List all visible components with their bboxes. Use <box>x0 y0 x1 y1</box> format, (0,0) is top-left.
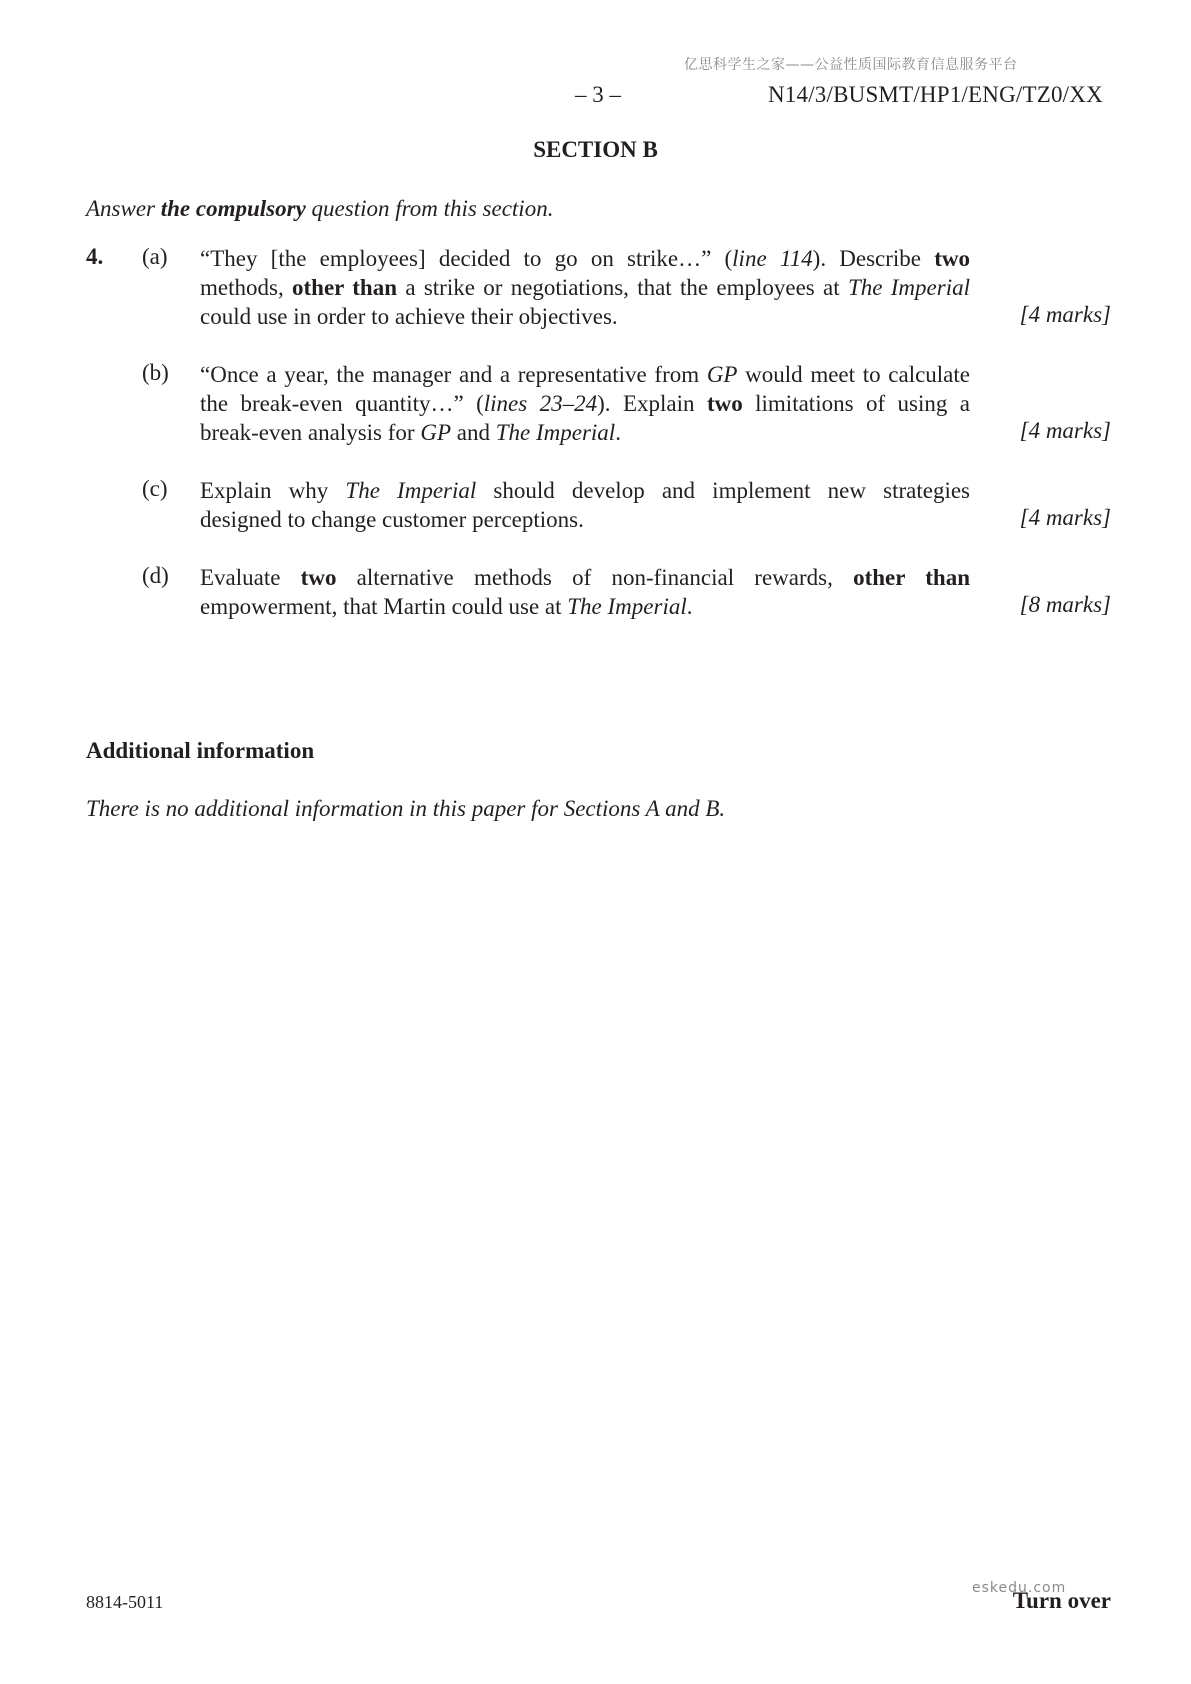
part-d-line-2 <box>200 592 970 621</box>
page-number: – 3 – <box>575 82 621 107</box>
emphasis: other than <box>292 275 398 300</box>
company-name: The Imperial <box>847 275 970 300</box>
text-run: ). Explain <box>597 391 707 416</box>
watermark-bottom: eskedu.com <box>972 1580 1067 1596</box>
text-run: would meet to calculate <box>737 362 970 387</box>
part-b-line-1 <box>200 360 970 389</box>
text-run: “They [the employees] decided to go on strike…” ( <box>200 246 733 271</box>
section-title: SECTION B <box>533 137 658 162</box>
text-run: alternative methods of non-financial rewards, <box>336 565 854 590</box>
emphasis: two <box>706 391 743 416</box>
part-d-text <box>200 563 970 621</box>
part-d-marks: [8 marks] <box>1019 592 1111 617</box>
text-run: methods, <box>200 275 292 300</box>
text-run: . <box>615 420 621 445</box>
emphasis: other than <box>853 565 970 590</box>
line-reference: lines 23–24 <box>483 391 598 416</box>
instruction-text-end: question from this section. <box>305 196 554 221</box>
text-run: limitations of using a <box>742 391 970 416</box>
part-b-line-3 <box>200 418 970 447</box>
part-c-label: (c) <box>142 476 168 501</box>
section-instruction <box>86 196 553 222</box>
company-name: The Imperial <box>567 594 687 619</box>
part-c-marks: [4 marks] <box>1019 505 1111 530</box>
question-number: 4. <box>86 244 104 269</box>
part-c-text <box>200 476 970 534</box>
part-c-line-2: designed to change customer perceptions. <box>200 507 584 532</box>
company-name: The Imperial <box>345 478 477 503</box>
part-a-marks: [4 marks] <box>1019 302 1111 327</box>
emphasis: two <box>934 246 970 271</box>
part-d-label: (d) <box>142 563 169 588</box>
part-a-text <box>200 244 970 331</box>
part-b-marks: [4 marks] <box>1019 418 1111 443</box>
part-d-line-1 <box>200 563 970 592</box>
footer-code: 8814-5011 <box>86 1592 164 1612</box>
part-b-label: (b) <box>142 360 169 385</box>
text-run: . <box>686 594 693 619</box>
part-a-line-2 <box>200 273 970 302</box>
additional-info-heading: Additional information <box>86 738 315 763</box>
text-run: “Once a year, the manager and a representative from <box>200 362 707 387</box>
part-b-line-2 <box>200 389 970 418</box>
turn-over-label: Turn over <box>1012 1588 1111 1613</box>
company-name: GP <box>420 420 451 445</box>
text-run: should develop and implement new strategies <box>476 478 970 503</box>
text-run: ). Describe <box>812 246 935 271</box>
part-a-line-3: could use in order to achieve their objectives. <box>200 304 618 329</box>
paper-code: N14/3/BUSMT/HP1/ENG/TZ0/XX <box>768 82 1103 107</box>
additional-info-text: There is no additional information in this paper for Sections A and B. <box>86 796 726 821</box>
part-b-text <box>200 360 970 447</box>
text-run: empowerment, that Martin could use at <box>200 594 568 619</box>
instruction-emphasis: the compulsory <box>160 196 306 221</box>
instruction-text: Answer <box>86 196 161 221</box>
text-run: the break-even quantity…” ( <box>200 391 484 416</box>
emphasis: two <box>300 565 337 590</box>
watermark-top: 亿思科学生之家——公益性质国际教育信息服务平台 <box>684 57 1018 73</box>
part-c-line-1 <box>200 476 970 505</box>
text-run: Evaluate <box>200 565 301 590</box>
text-run: Explain why <box>200 478 346 503</box>
text-run: and <box>451 420 496 445</box>
company-name: GP <box>706 362 738 387</box>
line-reference: line 114 <box>732 246 813 271</box>
company-name: The Imperial <box>495 420 616 445</box>
text-run: a strike or negotiations, that the employees at <box>397 275 848 300</box>
part-a-line-1 <box>200 244 970 273</box>
text-run: break-even analysis for <box>200 420 421 445</box>
part-a-label: (a) <box>142 244 168 269</box>
